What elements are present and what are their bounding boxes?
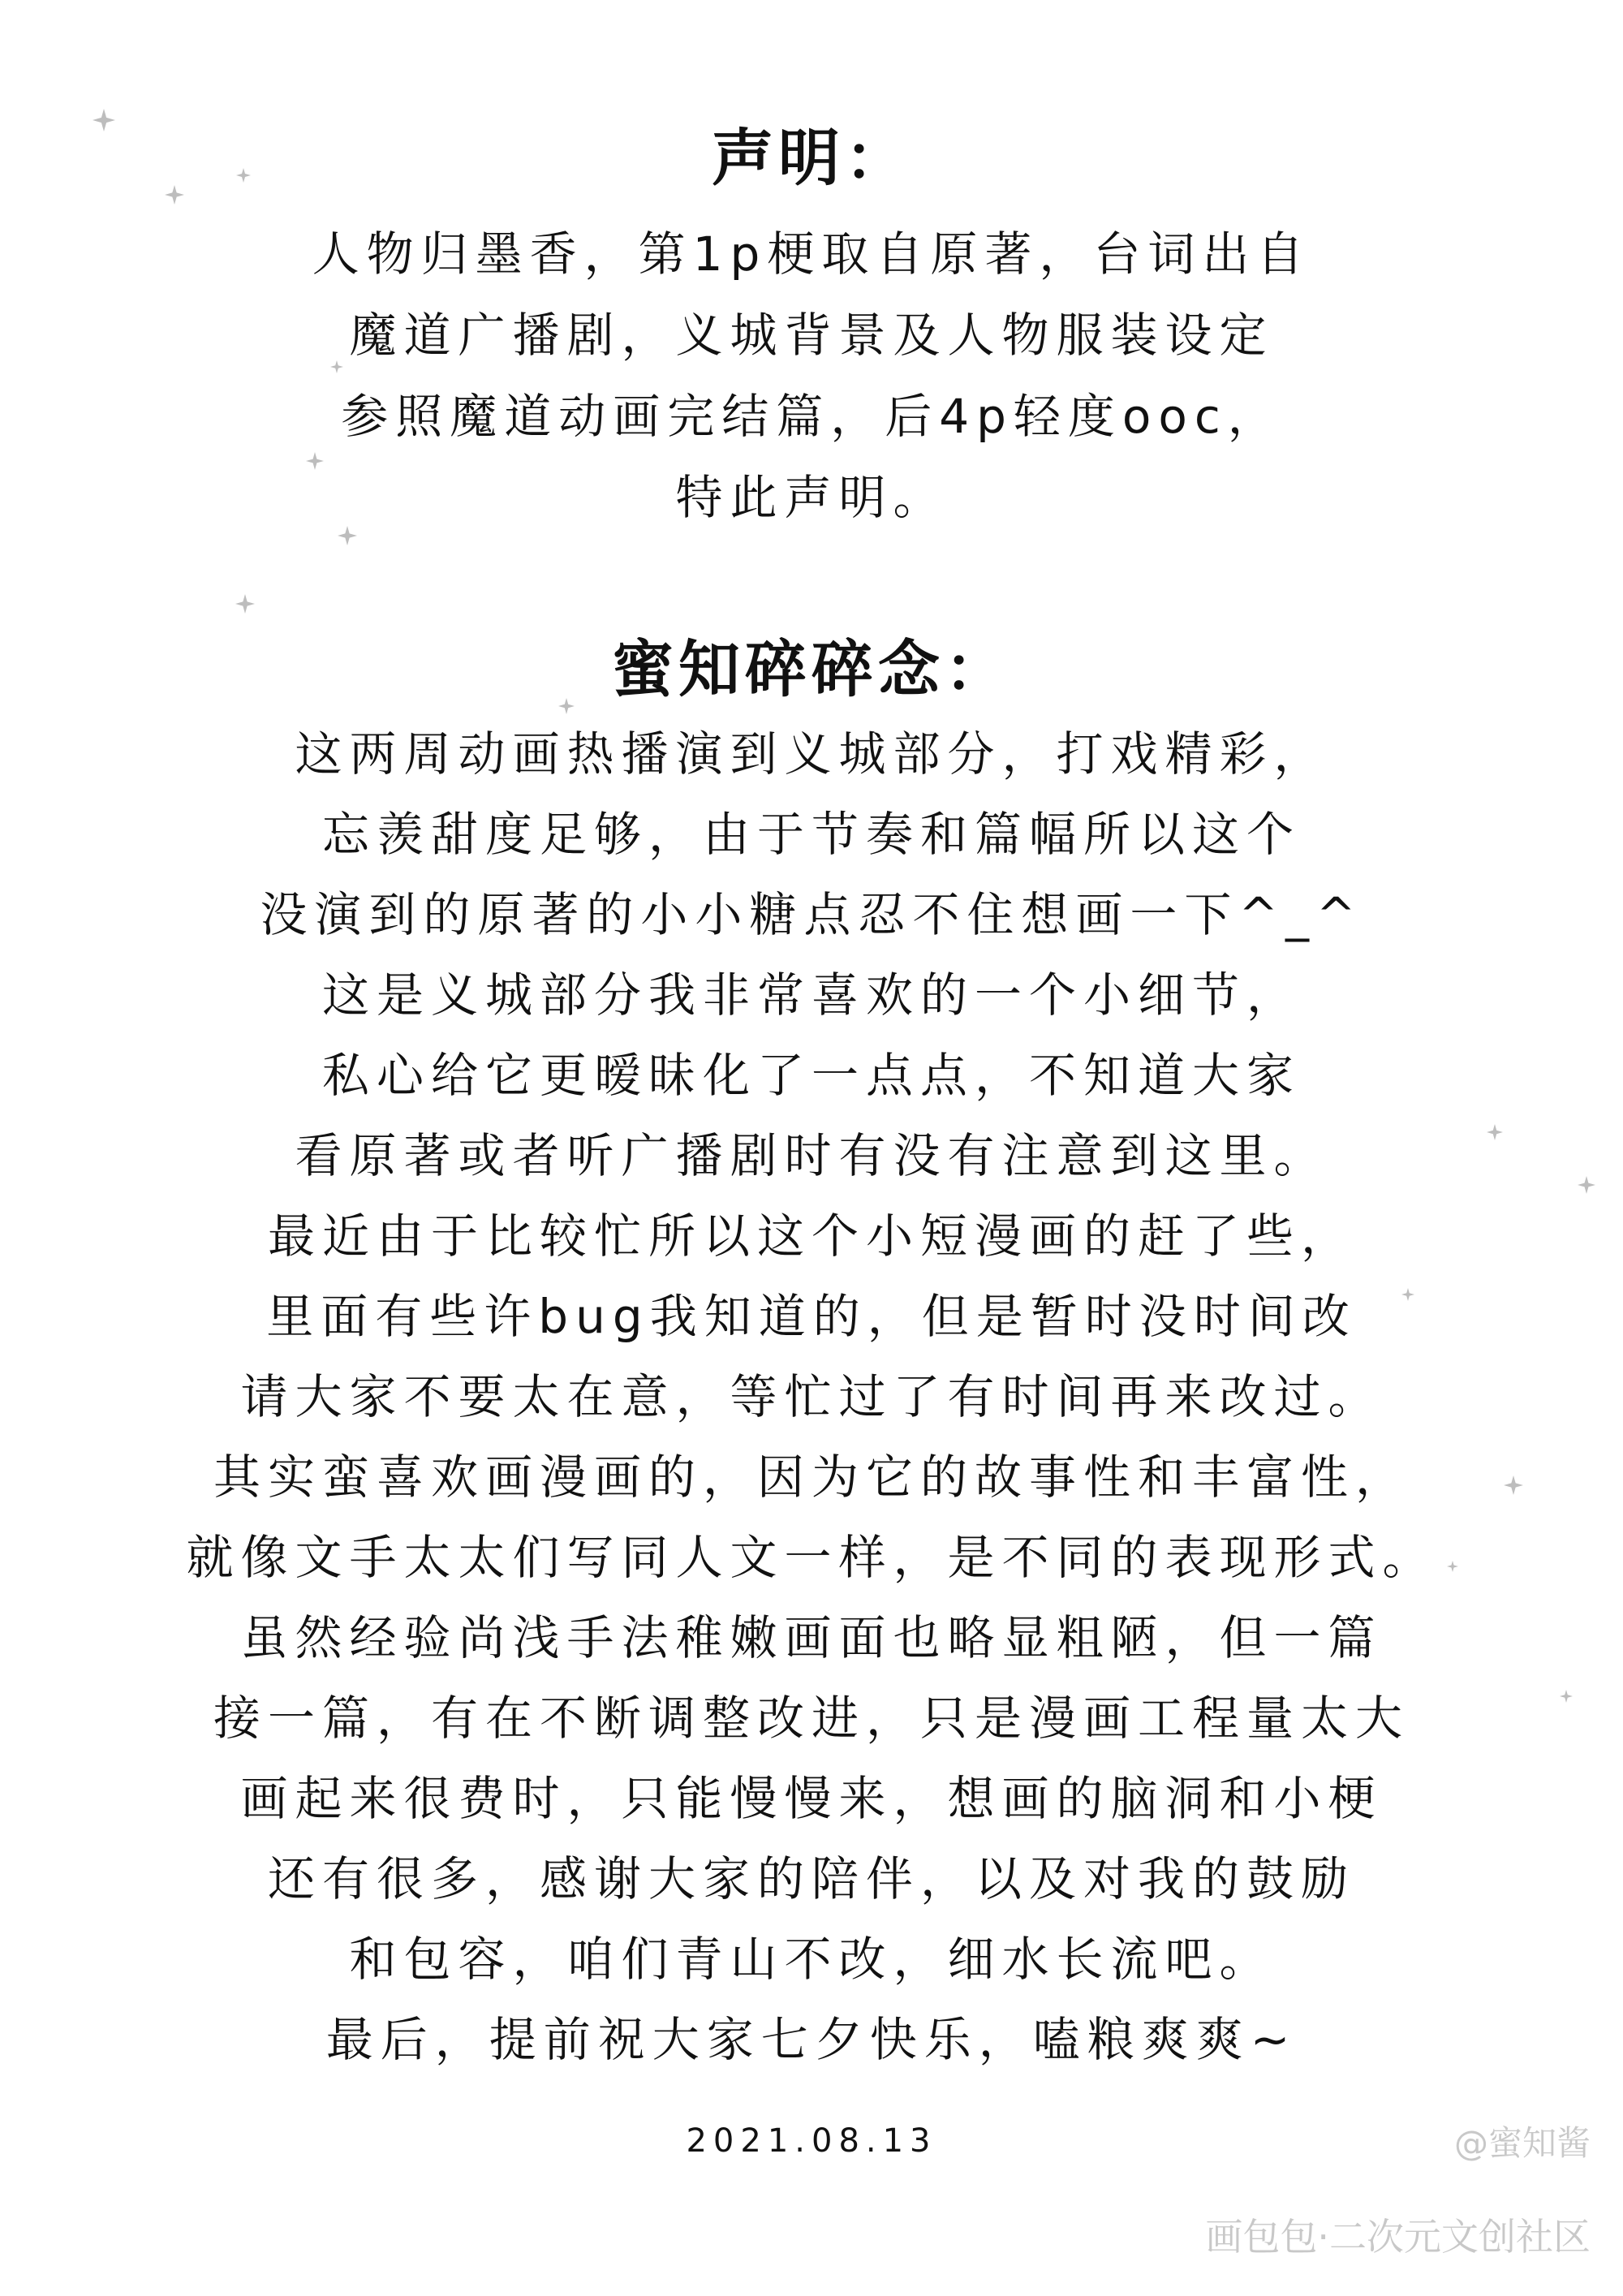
murmur-line: 私心给它更暧昧化了一点点，不知道大家 (321, 1048, 1301, 1103)
murmur-line: 忘羡甜度足够，由于节奏和篇幅所以这个 (321, 807, 1301, 862)
murmur-line: 请大家不要太在意，等忙过了有时间再来改过。 (240, 1369, 1383, 1424)
statement-text (0, 213, 1623, 538)
murmur-line: 这是义城部分我非常喜欢的一个小细节， (321, 967, 1301, 1023)
date-stamp: 2021.08.13 (686, 2122, 937, 2160)
statement-line: 魔道广播剧，义城背景及人物服装设定 (349, 308, 1274, 363)
murmur-line: 画起来很费时，只能慢慢来，想画的脑洞和小梗 (240, 1771, 1383, 1826)
murmur-heading: 蜜知碎碎念： (612, 633, 1011, 705)
murmur-line: 没演到的原著的小小糖点忍不住想画一下^_^ (260, 887, 1363, 942)
murmur-line: 看原著或者听广播剧时有没有注意到这里。 (295, 1128, 1328, 1183)
murmur-line: 最后，提前祝大家七夕快乐，嗑粮爽爽~ (325, 2012, 1298, 2067)
murmur-text (0, 714, 1623, 2080)
statement-line: 参照魔道动画完结篇，后4p轻度ooc， (341, 389, 1282, 444)
murmur-line: 接一篇，有在不断调整改进，只是漫画工程量太大 (213, 1691, 1410, 1746)
murmur-line: 其实蛮喜欢画漫画的，因为它的故事性和丰富性， (213, 1450, 1410, 1505)
site-watermark: 画包包·二次元文创社区 (1205, 2215, 1591, 2259)
sparkle-icon (235, 594, 255, 614)
murmur-line: 还有很多，感谢大家的陪伴，以及对我的鼓励 (267, 1851, 1355, 1906)
murmur-line: 和包容，咱们青山不改，细水长流吧。 (349, 1932, 1274, 1987)
murmur-line: 最近由于比较忙所以这个小短漫画的赶了些， (267, 1208, 1355, 1264)
murmur-line: 虽然经验尚浅手法稚嫩画面也略显粗陋，但一篇 (240, 1610, 1383, 1665)
statement-line: 特此声明。 (675, 470, 948, 525)
murmur-line: 里面有些许bug我知道的，但是暂时没时间改 (266, 1289, 1357, 1344)
statement-heading: 声明： (712, 122, 911, 194)
murmur-line: 就像文手太太们写同人文一样，是不同的表现形式。 (186, 1530, 1437, 1585)
murmur-line: 这两周动画热播演到义城部分，打戏精彩， (295, 726, 1328, 782)
statement-line: 人物归墨香，第1p梗取自原著，台词出自 (312, 226, 1311, 282)
author-watermark: @蜜知酱 (1453, 2123, 1591, 2163)
